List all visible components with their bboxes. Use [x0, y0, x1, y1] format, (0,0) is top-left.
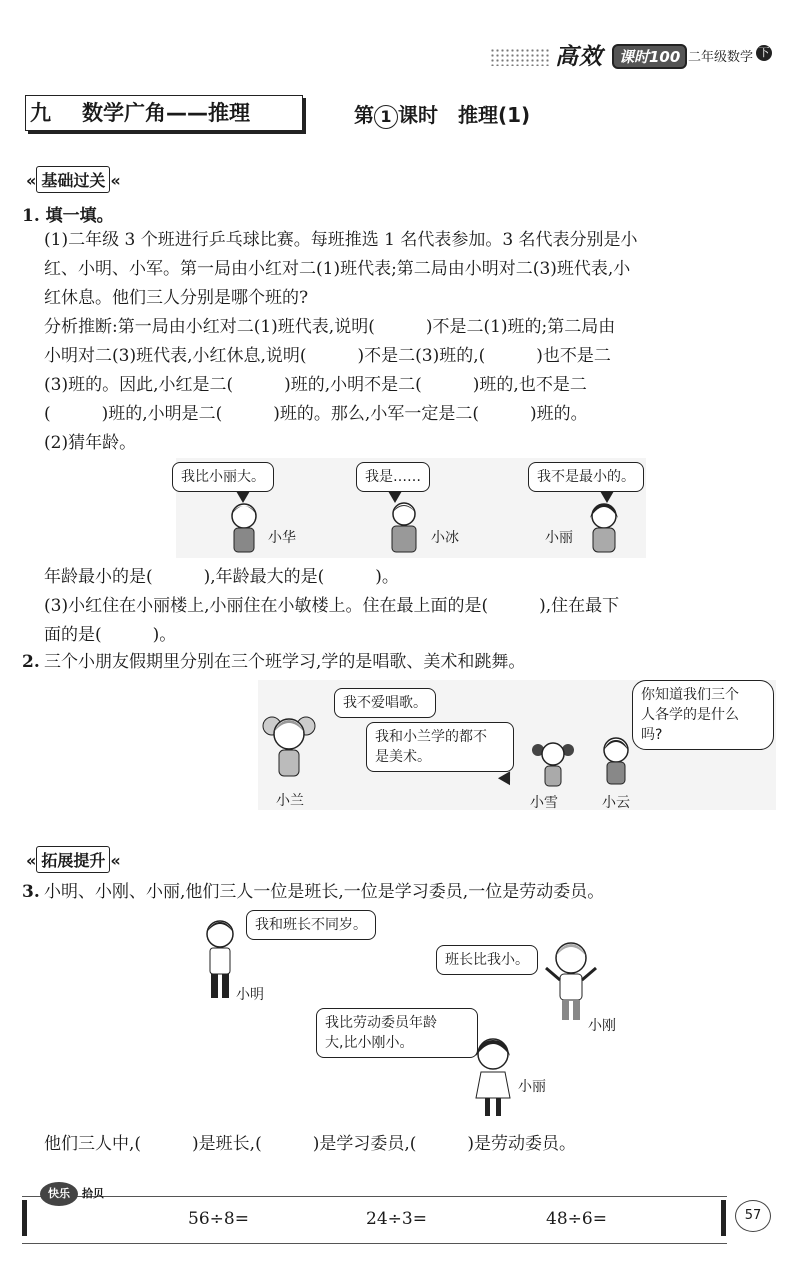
- q1-line: (1)二年级 3 个班进行乒乓球比赛。每班推选 1 名代表参加。3 名代表分别是小: [44, 230, 638, 250]
- child-xiaoli-illustration: [580, 500, 626, 558]
- q3-answer-line: 他们三人中,( )是班长,( )是学习委员,( )是劳动委员。: [44, 1134, 577, 1154]
- page-number: 57: [735, 1200, 771, 1232]
- speech-bubble: [366, 722, 514, 772]
- calc-item: 56÷8=: [188, 1209, 249, 1229]
- speech-bubble: [632, 680, 774, 750]
- lesson-prefix: 第: [354, 103, 374, 127]
- child-name: 小兰: [276, 793, 304, 809]
- speech-bubble: 班长比我小。: [436, 945, 538, 975]
- q1-line: 小明对二(3)班代表,小红休息,说明( )不是二(3)班的,( )也不是二: [44, 346, 611, 366]
- child-xiaohua-illustration: [222, 500, 268, 558]
- q1-line: 红休息。他们三人分别是哪个班的?: [44, 288, 309, 308]
- q3-text: 小明、小刚、小丽,他们三人一位是班长,一位是学习委员,一位是劳动委员。: [44, 882, 605, 902]
- unit-number: 九: [30, 101, 51, 125]
- unit-title-box: [25, 95, 303, 131]
- volume-badge: 下: [756, 45, 772, 61]
- chevron-left-icon: «: [26, 851, 37, 870]
- q1-after-line: 年龄最小的是( ),年龄最大的是( )。: [44, 567, 399, 587]
- chevron-left-icon: «: [110, 851, 121, 870]
- bubble-line: 你知道我们三个: [641, 687, 739, 703]
- section-extend: [26, 846, 121, 873]
- bubble-line: 人各学的是什么: [641, 707, 739, 723]
- unit-title: 数学广角——推理: [82, 101, 250, 125]
- question-2-label: 2.: [22, 652, 40, 672]
- footer-bar-right: [721, 1200, 726, 1236]
- q1-after-line: 面的是( )。: [44, 625, 177, 645]
- child-name: 小丽: [518, 1079, 546, 1095]
- question-1-label: 1. 填一填。: [22, 206, 114, 226]
- lesson-suffix: 课时 推理(1): [398, 103, 531, 127]
- child-xiaogang-illustration: [540, 940, 602, 1026]
- bubble-line: 是美术。: [375, 749, 431, 765]
- lesson-number: 1: [374, 105, 398, 129]
- bubble-line: 大,比小刚小。: [325, 1035, 414, 1051]
- q1-line: (2)猜年龄。: [44, 433, 137, 453]
- child-name: 小华: [268, 530, 296, 546]
- child-name: 小明: [236, 987, 264, 1003]
- bubble-line: 吗?: [641, 727, 663, 743]
- child-xiaobing-illustration: [382, 500, 428, 558]
- bubble-line: 我和小兰学的都不: [375, 729, 487, 745]
- child-name: 小丽: [545, 530, 573, 546]
- section-basic-label: 基础过关: [36, 166, 110, 193]
- q1-line: ( )班的,小明是二( )班的。那么,小军一定是二( )班的。: [44, 404, 588, 424]
- speech-bubble: 我不爱唱歌。: [334, 688, 436, 718]
- footer-bar-left: [22, 1200, 27, 1236]
- calc-item: 24÷3=: [366, 1209, 427, 1229]
- speech-bubble: 我比小丽大。: [172, 462, 274, 492]
- child-name: 小冰: [431, 530, 459, 546]
- section-basic: [26, 166, 121, 193]
- q1-line: 分析推断:第一局由小红对二(1)班代表,说明( )不是二(1)班的;第二局由: [44, 317, 616, 337]
- footer-badge: 快乐: [40, 1182, 78, 1206]
- child-name: 小雪: [530, 795, 558, 811]
- brand-title: 高效: [555, 44, 603, 70]
- child-xiaoli-illustration: [466, 1036, 520, 1122]
- speech-bubble: 我是……: [356, 462, 430, 492]
- child-xiaoxue-illustration: [530, 738, 576, 790]
- child-xiaolan-illustration: [260, 710, 318, 784]
- bubble-line: 我比劳动委员年龄: [325, 1015, 437, 1031]
- brand-badge: 课时100: [612, 44, 687, 69]
- chevron-left-icon: «: [110, 171, 121, 190]
- speech-bubble: 我不是最小的。: [528, 462, 644, 492]
- lesson-title: [354, 99, 530, 129]
- speech-bubble: [316, 1008, 478, 1058]
- chevron-left-icon: «: [26, 171, 37, 190]
- calc-item: 48÷6=: [546, 1209, 607, 1229]
- q1-line: 红、小明、小军。第一局由小红对二(1)班代表;第二局由小明对二(3)班代表,小: [44, 259, 631, 279]
- grade-label: 二年级数学: [688, 50, 754, 65]
- header-dots: [490, 48, 550, 66]
- child-name: 小云: [602, 795, 630, 811]
- q2-text: 三个小朋友假期里分别在三个班学习,学的是唱歌、美术和跳舞。: [44, 652, 526, 672]
- footer-badge-text: 拾贝: [82, 1187, 104, 1200]
- section-extend-label: 拓展提升: [36, 846, 110, 873]
- q1-after-line: (3)小红住在小丽楼上,小丽住在小敏楼上。住在最上面的是( ),住在最下: [44, 596, 620, 616]
- q1-line: (3)班的。因此,小红是二( )班的,小明不是二( )班的,也不是二: [44, 375, 587, 395]
- child-xiaoyun-illustration: [596, 734, 636, 790]
- child-name: 小刚: [588, 1018, 616, 1034]
- question-3-label: 3.: [22, 882, 40, 902]
- speech-bubble: 我和班长不同岁。: [246, 910, 376, 940]
